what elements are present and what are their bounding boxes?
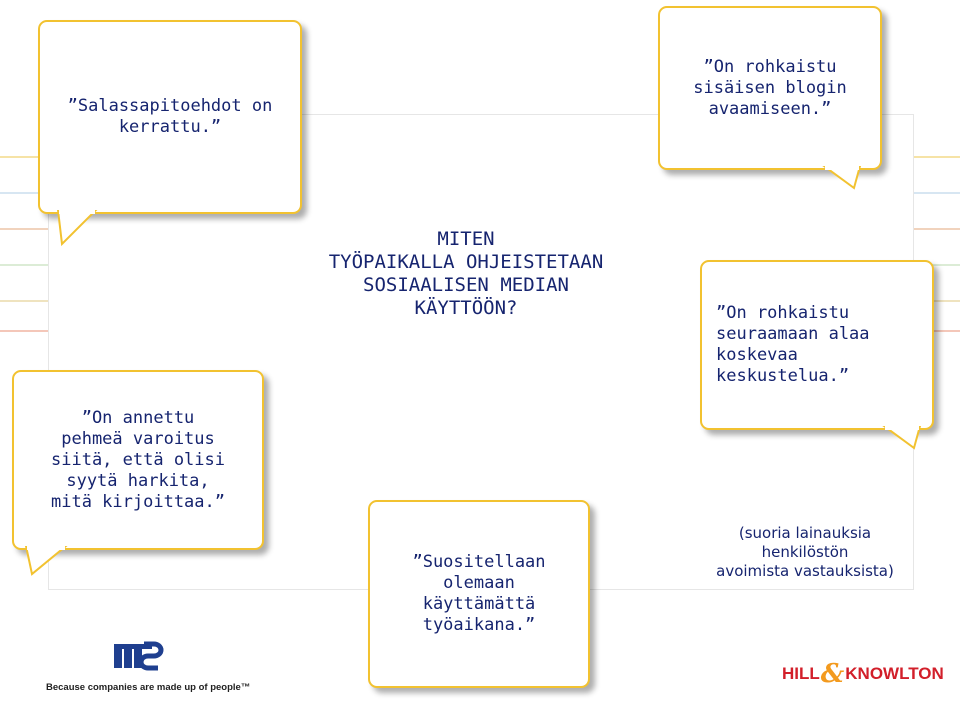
quote-line: ”On rohkaistu — [716, 303, 850, 323]
bubble-tail — [50, 210, 110, 250]
title-line: KÄYTTÖÖN? — [414, 297, 518, 319]
slide-title — [280, 228, 652, 320]
quote-line: avaamiseen.” — [708, 98, 832, 119]
quote-line: seuraamaan alaa — [716, 324, 870, 344]
people-logo-icon — [46, 640, 246, 678]
quote-line: syytä harkita, — [66, 470, 210, 491]
title-line: TYÖPAIKALLA OHJEISTETAAN — [328, 251, 604, 273]
quote-bubble-soft-warning — [12, 370, 264, 550]
ampersand-icon: & — [820, 659, 845, 689]
logo-text-hill: HILL — [782, 664, 820, 683]
title-line: SOSIAALISEN MEDIAN — [363, 274, 569, 296]
quote-line: koskevaa — [716, 345, 798, 365]
logo-text-knowlton: KNOWLTON — [845, 664, 944, 683]
bubble-tail — [18, 546, 78, 580]
quote-bubble-internal-blog — [658, 6, 882, 170]
bubble-tail — [880, 426, 930, 456]
quote-bubble-working-hours — [368, 500, 590, 688]
attribution-line: (suoria lainauksia — [738, 524, 872, 542]
quote-line: ”Suositellaan — [412, 552, 546, 572]
quote-line: siitä, että olisi — [51, 449, 225, 470]
quote-line: mitä kirjoittaa.” — [51, 491, 225, 512]
company-tagline: Because companies are made up of people™ — [46, 682, 251, 693]
attribution-note — [695, 524, 915, 581]
quote-line: olemaan — [443, 573, 515, 593]
attribution-line: avoimista vastauksista) — [716, 562, 894, 580]
quote-line: käyttämättä — [422, 594, 536, 614]
quote-line: ”Salassapitoehdot on — [67, 96, 273, 116]
hill-knowlton-logo — [782, 656, 944, 690]
bubble-tail — [820, 166, 870, 196]
company-logo-left — [46, 640, 251, 696]
quote-line: keskustelua.” — [716, 366, 850, 386]
quote-bubble-confidentiality — [38, 20, 302, 214]
quote-line: pehmeä varoitus — [61, 428, 215, 449]
title-line: MITEN — [437, 228, 495, 250]
quote-line: sisäisen blogin — [693, 77, 847, 98]
quote-line: kerrattu.” — [118, 117, 222, 137]
quote-line: ”On annettu — [81, 407, 195, 428]
quote-line: ”On rohkaistu — [703, 56, 837, 77]
quote-line: työaikana.” — [422, 615, 536, 635]
quote-bubble-follow-discussion — [700, 260, 934, 430]
attribution-line: henkilöstön — [761, 543, 849, 561]
